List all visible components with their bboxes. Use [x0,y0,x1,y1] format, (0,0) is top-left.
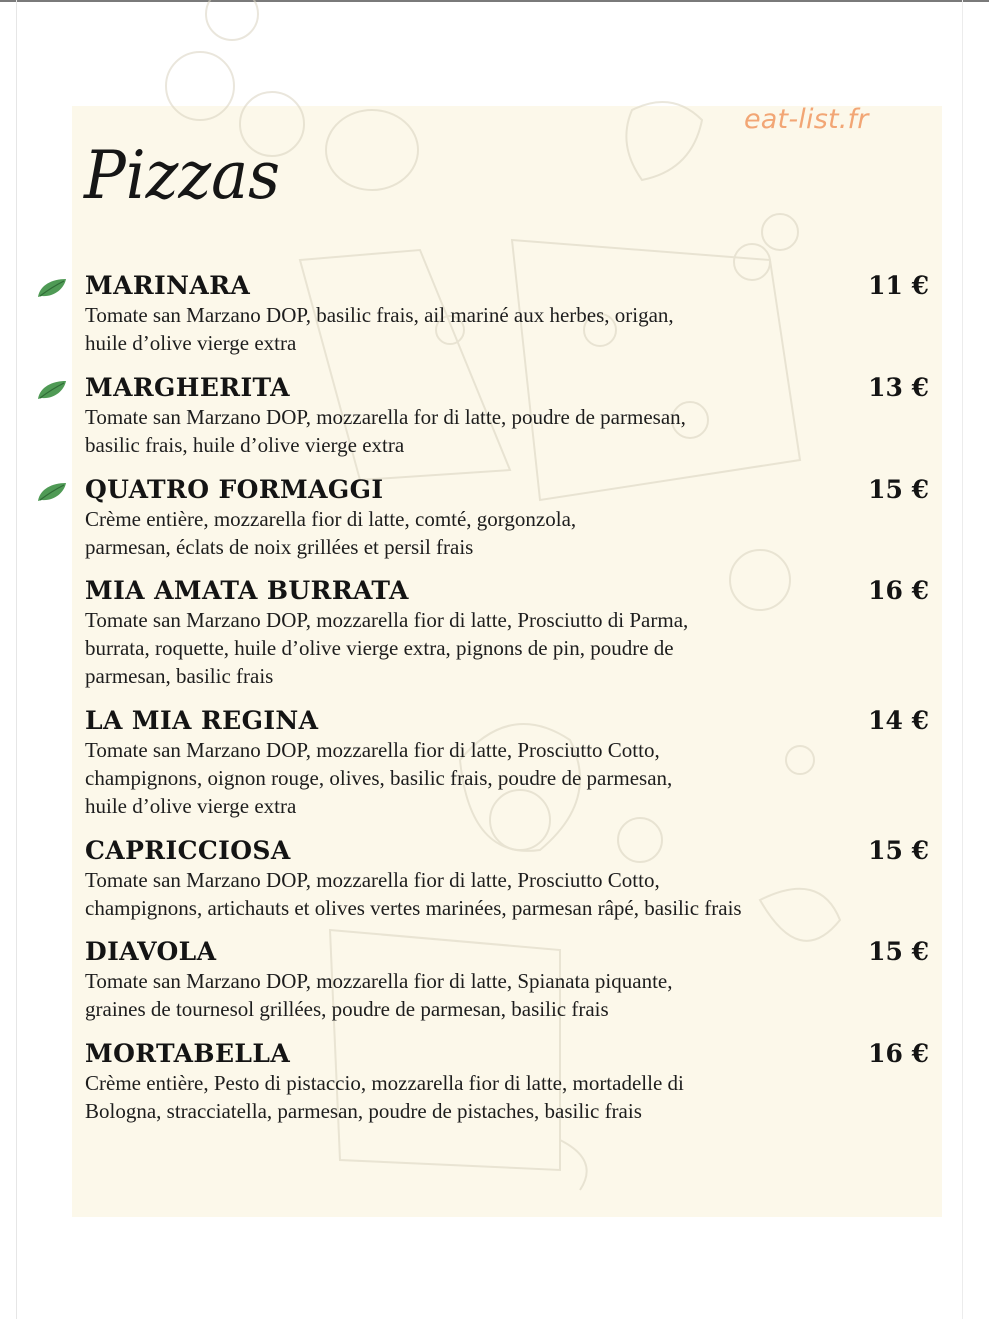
menu-item-description-line: champignons, artichauts et olives vertes marinées, parmesan râpé, basilic frais [85,896,742,920]
menu-item-name: CAPRICCIOSA [85,836,291,865]
menu-item-description-line: huile d’olive vierge extra [85,794,297,818]
menu-item-description-line: Tomate san Marzano DOP, mozzarella fior di latte, Prosciutto Cotto, [85,738,660,762]
menu-item-price: 15 € [868,475,929,504]
menu-item-description-line: graines de tournesol grillées, poudre de parmesan, basilic frais [85,997,609,1021]
menu-item-price: 14 € [868,706,929,735]
menu-item-description-line: parmesan, basilic frais [85,664,274,688]
menu-item-description-line: Bologna, stracciatella, parmesan, poudre de pistaches, basilic frais [85,1099,642,1123]
leaf-icon [36,379,68,401]
menu-item [85,576,935,690]
menu-item-description [85,301,815,357]
page-title-text: Pizzas [83,137,281,214]
menu-item-name: DIAVOLA [85,937,217,966]
menu-item-name: MARGHERITA [85,373,290,402]
menu-item [85,706,935,820]
menu-item-description-line: Tomate san Marzano DOP, mozzarella fior di latte, Prosciutto di Parma, [85,608,689,632]
menu-item-name: QUATRO FORMAGGI [85,475,384,504]
menu-item-name: MARINARA [85,271,251,300]
menu-item-description-line: Tomate san Marzano DOP, mozzarella fior di latte, Prosciutto Cotto, [85,868,660,892]
leaf-icon [36,277,68,299]
menu-item [85,271,935,357]
menu-item-description-line: basilic frais, huile d’olive vierge extra [85,433,405,457]
menu-item-price: 11 € [868,271,929,300]
menu-item-description-line: burrata, roquette, huile d’olive vierge extra, pignons de pin, poudre de [85,636,674,660]
menu-item-name: MORTABELLA [85,1039,291,1068]
page-title [80,126,300,226]
menu-item-description [85,967,815,1023]
page-top-border [0,0,989,2]
menu-item-description [85,403,815,459]
menu-item [85,373,935,459]
menu-item [85,1039,935,1125]
menu-item [85,937,935,1023]
menu-item-price: 13 € [868,373,929,402]
menu-item [85,475,935,561]
menu-item-description-line: Tomate san Marzano DOP, basilic frais, ail mariné aux herbes, origan, [85,303,674,327]
watermark: eat-list.fr [744,104,869,135]
page-right-border [962,0,963,1319]
page-left-border [16,0,17,1319]
menu-item-description [85,866,815,922]
menu-item-description-line: parmesan, éclats de noix grillées et persil frais [85,535,474,559]
menu-item-description [85,505,815,561]
menu-item-description-line: Tomate san Marzano DOP, mozzarella for di latte, poudre de parmesan, [85,405,686,429]
leaf-icon [36,481,68,503]
menu-item-price: 16 € [868,1039,929,1068]
menu-item [85,836,935,922]
menu-item-price: 15 € [868,836,929,865]
menu-item-price: 16 € [868,576,929,605]
menu-item-description-line: Tomate san Marzano DOP, mozzarella fior di latte, Spianata piquante, [85,969,673,993]
menu-item-description-line: huile d’olive vierge extra [85,331,297,355]
menu-item-price: 15 € [868,937,929,966]
menu-item-description [85,736,815,820]
menu-item-description-line: Crème entière, mozzarella fior di latte, comté, gorgonzola, [85,507,577,531]
menu-item-name: MIA AMATA BURRATA [85,576,409,605]
menu-item-name: LA MIA REGINA [85,706,319,735]
menu-item-description-line: Crème entière, Pesto di pistaccio, mozzarella fior di latte, mortadelle di [85,1071,684,1095]
menu-item-description [85,606,815,690]
menu-item-description [85,1069,815,1125]
menu-item-description-line: champignons, oignon rouge, olives, basilic frais, poudre de parmesan, [85,766,673,790]
